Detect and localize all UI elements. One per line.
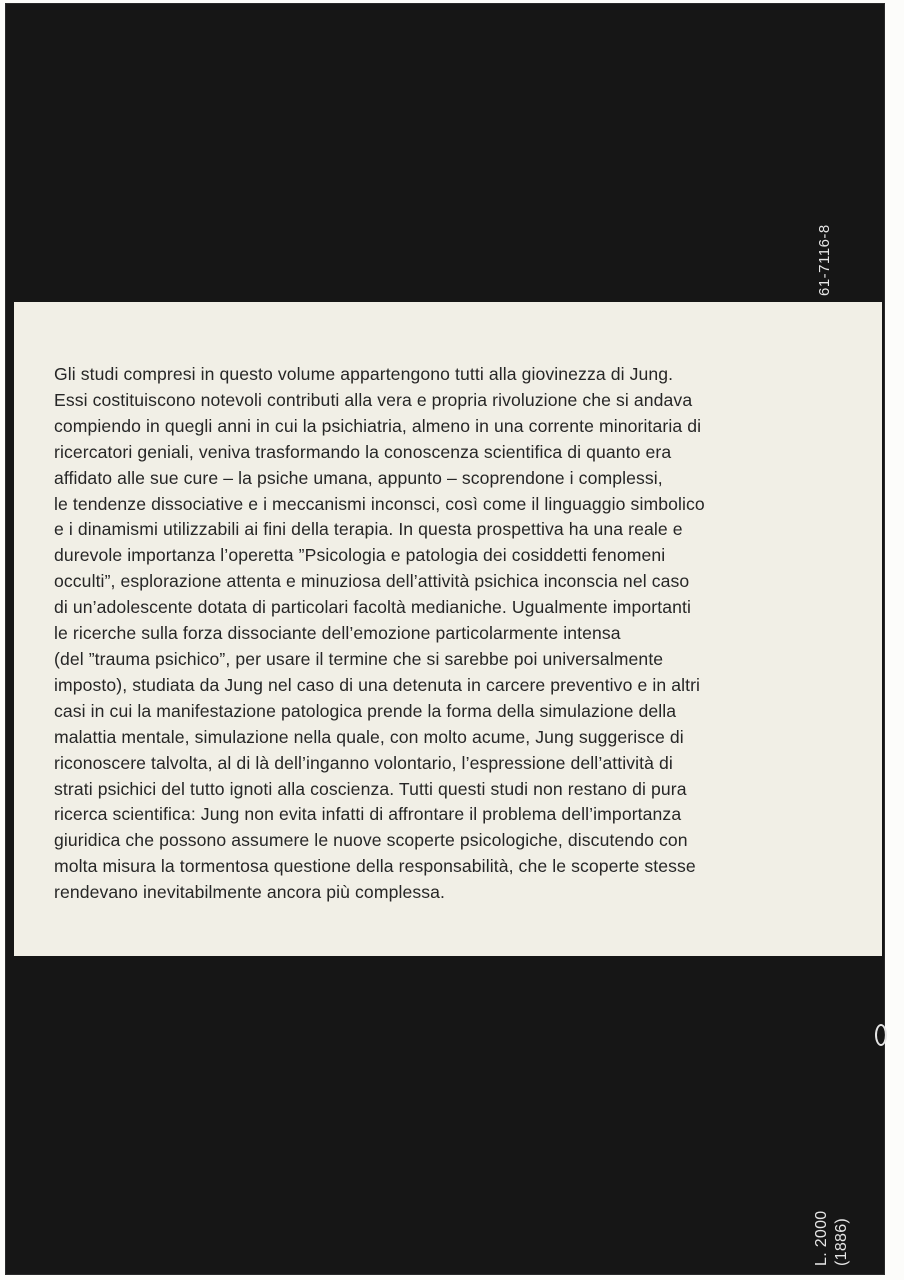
isbn-code: 61-7116-8 [816,224,833,296]
blurb-line: durevole importanza l’operetta ”Psicologia e patologia dei cosiddetti fenomeni [54,545,666,566]
blurb-line: Essi costituiscono notevoli contributi alla vera e propria rivoluzione che si andava [54,389,693,410]
blurb-line: imposto), studiata da Jung nel caso di una detenuta in carcere preventivo e in altri [54,674,701,695]
blurb-line: e i dinamismi utilizzabili ai fini della terapia. In questa prospettiva ha una reale e [54,519,683,540]
blurb-text [54,362,794,906]
blurb-line: di un’adolescente dotata di particolari facoltà medianiche. Ugualmente importanti [54,597,691,618]
blurb-line: occulti”, esplorazione attenta e minuziosa dell’attività psichica inconscia nel caso [54,571,690,592]
price-label [812,1211,852,1266]
blurb-line: strati psichici del tutto ignoti alla coscienza. Tutti questi studi non restano di pura [54,778,687,799]
blurb-line: molta misura la tormentosa questione della responsabilità, che le scoperte stesse [54,856,696,877]
blurb-line: riconoscere talvolta, al di là dell’inganno volontario, l’espressione dell’attività di [54,752,673,773]
blurb-line: casi in cui la manifestazione patologica prende la forma della simulazione della [54,700,677,721]
blurb-line: le tendenze dissociative e i meccanismi inconsci, così come il linguaggio simbolico [54,493,705,514]
blurb-line: (del ”trauma psichico”, per usare il termine che si sarebbe poi universalmente [54,648,664,669]
publisher-logo-icon [875,1024,887,1046]
price-code: (1886) [833,1217,850,1266]
blurb-line: malattia mentale, simulazione nella quale, con molto acume, Jung suggerisce di [54,726,684,747]
blurb-line: le ricerche sulla forza dissociante dell’emozione particolarmente intensa [54,623,621,644]
blurb-line: affidato alle sue cure – la psiche umana, appunto – scoprendone i complessi, [54,467,663,488]
blurb-line: Gli studi compresi in questo volume appartengono tutti alla giovinezza di Jung. [54,364,674,384]
blurb-line: compiendo in quegli anni in cui la psichiatria, almeno in una corrente minoritaria di [54,415,702,436]
blurb-line: rendevano inevitabilmente ancora più complessa. [54,882,446,903]
price-text: L. 2000 [813,1210,830,1266]
blurb-line: ricercatori geniali, veniva trasformando la conoscenza scientifica di quanto era [54,441,672,462]
blurb-line: giuridica che possono assumere le nuove scoperte psicologiche, discutendo con [54,830,688,851]
blurb-line: ricerca scientifica: Jung non evita infatti di affrontare il problema dell’importanza [54,804,682,825]
